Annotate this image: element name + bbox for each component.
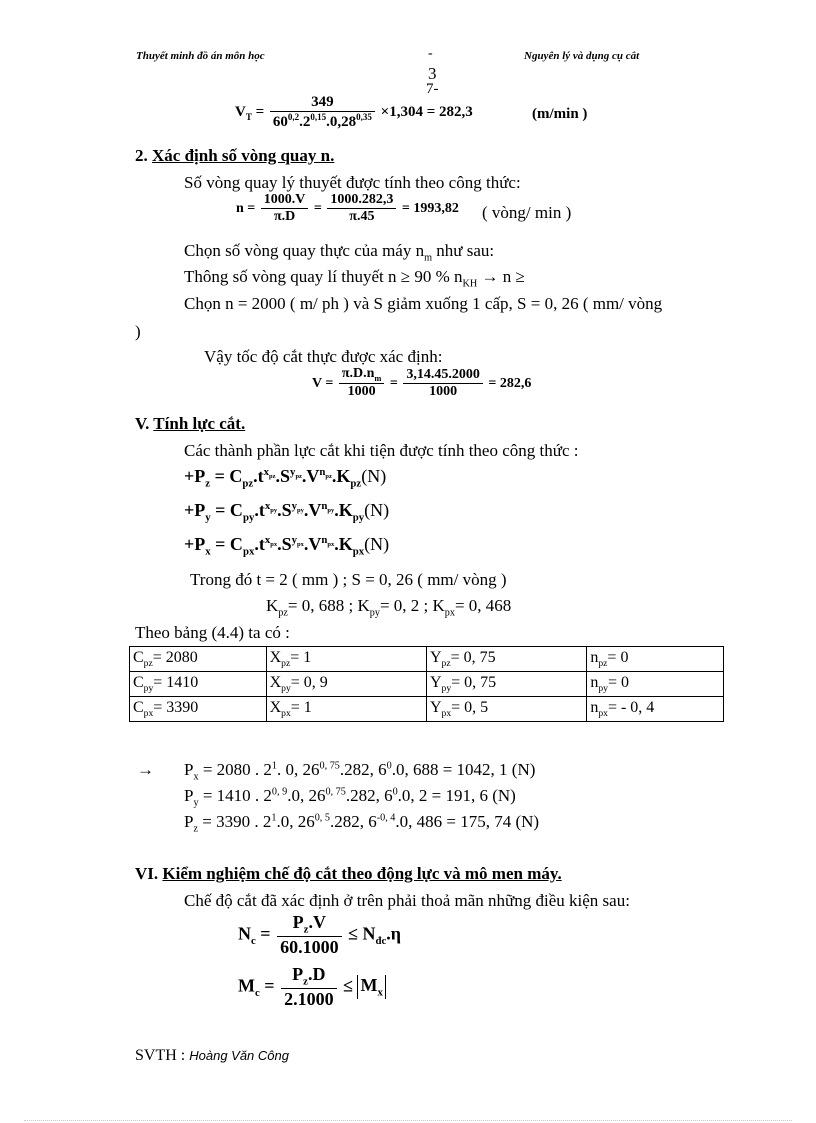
- arrow-icon: →: [137, 760, 154, 779]
- header-right: Nguyên lý và dụng cụ cắt: [524, 50, 640, 62]
- nc-fraction: $\frac{P_z.V}{60.1000}$: [277, 912, 342, 959]
- section5-title: Tính lực cắt.: [153, 414, 246, 433]
- v-formula: V = $\frac{\pi.D.n_m}{1000}$ = $\frac{3,14.45.2000}{1000}$ = 282,6: [312, 366, 532, 400]
- section5-heading: V. Tính lực cắt.: [135, 414, 246, 433]
- table-cell: $X_{pz}= 1$: [266, 647, 426, 672]
- force-formula-y: $+P_y = C_{py}.t^{x_{py}}.S^{y_{py}}.V^{n_{py}}.K_{py}(N)$: [184, 500, 390, 524]
- mc-formula: $M_c$ = $\frac{P_z.D}{2.1000}$ ≤ $M_x$: [238, 964, 386, 1011]
- section6-intro: Chế độ cắt đã xác định ở trên phải thoả mãn những điều kiện sau:: [184, 891, 630, 910]
- section2-intro: Số vòng quay lý thuyết được tính theo công thức:: [184, 173, 521, 192]
- where-line: Trong đó t = 2 ( mm ) ; S = 0, 26 ( mm/ vòng ): [190, 570, 507, 589]
- vt-fraction: [270, 94, 375, 131]
- n-unit: ( vòng/ min ): [482, 203, 572, 222]
- footer: [135, 1047, 289, 1065]
- table-cell: $Y_{pz}= 0$, 75: [426, 647, 586, 672]
- vt-lhs-sub: T: [245, 112, 252, 123]
- line-paren: ): [135, 322, 141, 341]
- result-py: $P_y = 1410$ . 2$^{0, 9}$.0, 26$^{0, 75}$.282, $6^0.0$, 2 = 191, 6 (N): [184, 786, 516, 809]
- section2-title: Xác định số vòng quay n.: [152, 146, 335, 165]
- section6-heading: VI. Kiểm nghiệm chế độ cắt theo động lực và mô men máy.: [135, 864, 562, 883]
- table-intro: Theo bảng (4.4) ta có :: [135, 623, 290, 642]
- vt-rest: ×1,304 = 282,3: [380, 104, 473, 121]
- page-suffix: 7-: [426, 81, 439, 97]
- section5-intro: Các thành phần lực cắt khi tiện được tính theo công thức :: [184, 441, 579, 460]
- table-cell: $C_{pz}= 2080$: [130, 647, 267, 672]
- n-fraction-1: $\frac{1000.V}{\pi.D}$: [261, 192, 309, 226]
- speed-intro: Vậy tốc độ cắt thực được xác định:: [204, 347, 443, 366]
- page-number: 3: [428, 64, 437, 83]
- table-cell: $n_{py}= 0$: [587, 672, 724, 697]
- page-bottom-divider: [24, 1120, 792, 1121]
- coefficient-table: [129, 646, 724, 722]
- vt-lhs: V: [235, 104, 246, 121]
- result-pz: $P_z = 3390$ . $2^1.0$, 26$^{0, 5}$.282, $6^{-0, 4}.0$, 486 = 175, 74 (N): [184, 812, 540, 835]
- v-fraction-1: $\frac{\pi.D.n_m}{1000}$: [339, 366, 385, 401]
- force-formula-z: $+P_z = C_{pz}.t^{x_{pz}}.S^{y_{pz}}.V^{n_{pz}}.K_{pz}(N)$: [184, 466, 387, 490]
- mc-fraction: $\frac{P_z.D}{2.1000}$: [281, 964, 337, 1011]
- table-cell: $n_{px}= - 0$, 4: [587, 697, 724, 722]
- v-fraction-2: $\frac{3,14.45.2000}{1000}$: [403, 367, 483, 401]
- section6-title: Kiểm nghiệm chế độ cắt theo động lực và mô men máy.: [162, 864, 562, 883]
- line-param: Thông số vòng quay lí thuyết n ≥ 90 % $n_{KH} \to n$ ≥: [184, 267, 525, 290]
- header-left: Thuyết minh đồ án môn học: [136, 50, 265, 62]
- table-cell: $n_{pz}= 0$: [587, 647, 724, 672]
- table-cell: $C_{px}= 3390$: [130, 697, 267, 722]
- table-cell: $X_{py}= 0$, 9: [266, 672, 426, 697]
- vt-unit: (m/min ): [532, 106, 588, 122]
- table-cell: $C_{py}= 1410$: [130, 672, 267, 697]
- nc-formula: $N_c$ = $\frac{P_z.V}{60.1000}$ ≤ $N_{đc}.\eta$: [238, 912, 401, 957]
- table-cell: $Y_{py}= 0$, 75: [426, 672, 586, 697]
- n-fraction-2: $\frac{1000.282,3}{\pi.45}$: [327, 192, 396, 226]
- vt-formula: $V_T$ = $\frac{349}{60^{0,2}.2^{0,15}.0,28^{0,35}}$ ×1,304 = 282,3: [235, 94, 473, 131]
- table-cell: $X_{px}= 1$: [266, 697, 426, 722]
- footer-name: Hoàng Văn Công: [189, 1048, 289, 1063]
- table-cell: $Y_{px}= 0$, 5: [426, 697, 586, 722]
- abs-value: $M_x$: [357, 975, 385, 999]
- vt-numerator: 349: [270, 94, 375, 112]
- result-px: $P_x = 2080$ . $2^1$. 0, 26$^{0, 75}$.282, $6^0.0$, 688 = 1042, 1 (N): [184, 760, 536, 783]
- n-formula: n = $\frac{1000.V}{\pi.D}$ = $\frac{1000.282,3}{\pi.45}$ = 1993,82: [236, 192, 459, 225]
- section2-heading: 2. Xác định số vòng quay n.: [135, 146, 335, 165]
- header-dash: -: [428, 46, 433, 61]
- table-row: [130, 697, 724, 722]
- table-row: [130, 647, 724, 672]
- vt-denominator: 60$^{0,2}$.2$^{0,15}$.0,28$^{0,35}$: [272, 112, 372, 131]
- line-choose: Chọn số vòng quay thực của máy $n_m$ như sau:: [184, 241, 495, 264]
- table-row: [130, 672, 724, 697]
- footer-label: SVTH :: [135, 1047, 186, 1064]
- force-formula-x: $+P_x = C_{px}.t^{x_{px}}.S^{y_{px}}.V^{n_{px}}.K_{px}(N)$: [184, 534, 390, 558]
- line-select: Chọn n = 2000 ( m/ ph ) và S giảm xuống 1 cấp, S = 0, 26 ( mm/ vòng: [184, 294, 663, 313]
- k-line: $K_{pz}= 0$, 688 ; $K_{py}= 0$, 2 ; $K_{px}= 0$, 468: [266, 596, 512, 619]
